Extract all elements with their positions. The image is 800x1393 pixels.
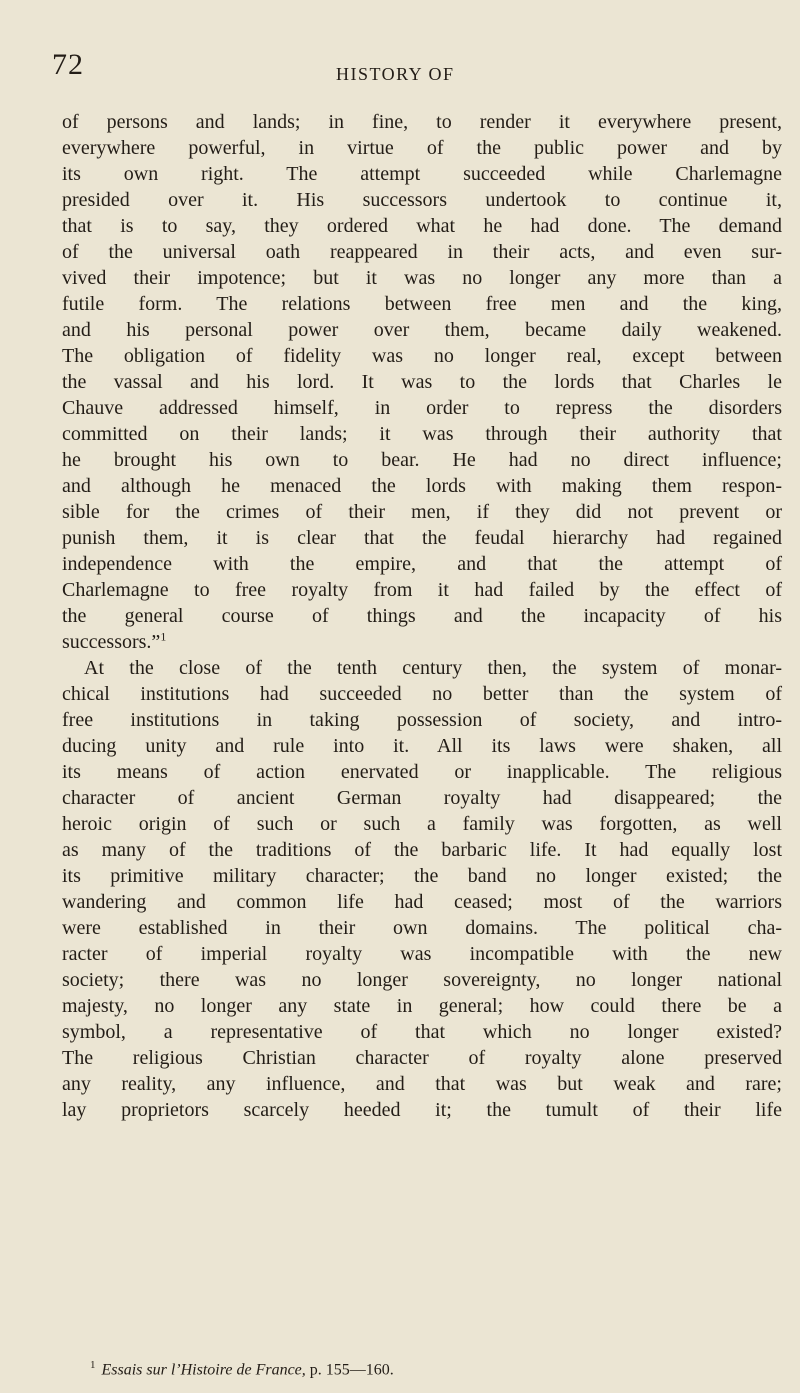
text-line: that is to say, they ordered what he had done. The demand <box>62 215 782 237</box>
text-line: futile form. The relations between free men and the king, <box>62 293 782 315</box>
text-line: of the universal oath reappeared in their acts, and even sur- <box>62 241 782 263</box>
text-line: free institutions in taking possession of society, and intro- <box>62 709 782 731</box>
text-line: The religious Christian character of royalty alone preserved <box>62 1047 782 1069</box>
text-line: racter of imperial royalty was incompatible with the new <box>62 943 782 965</box>
page-number: 72 <box>52 48 84 81</box>
text-line: Charlemagne to free royalty from it had failed by the effect of <box>62 579 782 601</box>
text-line: its primitive military character; the band no longer existed; the <box>62 865 782 887</box>
text-line: ducing unity and rule into it. All its laws were shaken, all <box>62 735 782 757</box>
text-line: any reality, any influence, and that was but weak and rare; <box>62 1073 782 1095</box>
text-line: chical institutions had succeeded no better than the system of <box>62 683 782 705</box>
text-line: he brought his own to bear. He had no direct influence; <box>62 449 782 471</box>
text-line: as many of the traditions of the barbaric life. It had equally lost <box>62 839 782 861</box>
text-line-paragraph-start: At the close of the tenth century then, the system of monar- <box>84 657 782 679</box>
text-line: the vassal and his lord. It was to the lords that Charles le <box>62 371 782 393</box>
text-line: of persons and lands; in fine, to render it everywhere present, <box>62 111 782 133</box>
text-line: wandering and common life had ceased; most of the warriors <box>62 891 782 913</box>
text-line: majesty, no longer any state in general; how could there be a <box>62 995 782 1017</box>
text-line: and although he menaced the lords with making them respon- <box>62 475 782 497</box>
text-line: the general course of things and the incapacity of his <box>62 605 782 627</box>
text-line: vived their impotence; but it was no longer any more than a <box>62 267 782 289</box>
footnote-title: Essais sur l’Histoire de France, <box>101 1361 306 1379</box>
text-line: sible for the crimes of their men, if they did not prevent or <box>62 501 782 523</box>
footnote <box>90 1355 394 1380</box>
text-line: were established in their own domains. The political cha- <box>62 917 782 939</box>
text-line: successors.” <box>62 631 161 653</box>
text-line: everywhere powerful, in virtue of the public power and by <box>62 137 782 159</box>
text-line: its means of action enervated or inapplicable. The religious <box>62 761 782 783</box>
text-line: heroic origin of such or such a family was forgotten, as well <box>62 813 782 835</box>
body-text <box>62 109 782 1123</box>
text-line: punish them, it is clear that the feudal hierarchy had regained <box>62 527 782 549</box>
text-line: its own right. The attempt succeeded while Charlemagne <box>62 163 782 185</box>
text-line: committed on their lands; it was through their authority that <box>62 423 782 445</box>
text-line: symbol, a representative of that which no longer existed? <box>62 1021 782 1043</box>
text-line: and his personal power over them, became daily weakened. <box>62 319 782 341</box>
text-line-paragraph-end <box>62 629 782 655</box>
text-line: Chauve addressed himself, in order to repress the disorders <box>62 397 782 419</box>
footnote-pages: p. 155—160. <box>309 1361 394 1379</box>
footnote-marker: 1 <box>90 1359 96 1371</box>
text-line: character of ancient German royalty had disappeared; the <box>62 787 782 809</box>
running-head: HISTORY OF <box>336 64 455 84</box>
text-line: lay proprietors scarcely heeded it; the tumult of their life <box>62 1099 782 1121</box>
text-line: presided over it. His successors undertook to continue it, <box>62 189 782 211</box>
text-line: independence with the empire, and that the attempt of <box>62 553 782 575</box>
text-line: The obligation of fidelity was no longer real, except between <box>62 345 782 367</box>
text-line: society; there was no longer sovereignty, no longer national <box>62 969 782 991</box>
footnote-reference: 1 <box>160 629 167 644</box>
